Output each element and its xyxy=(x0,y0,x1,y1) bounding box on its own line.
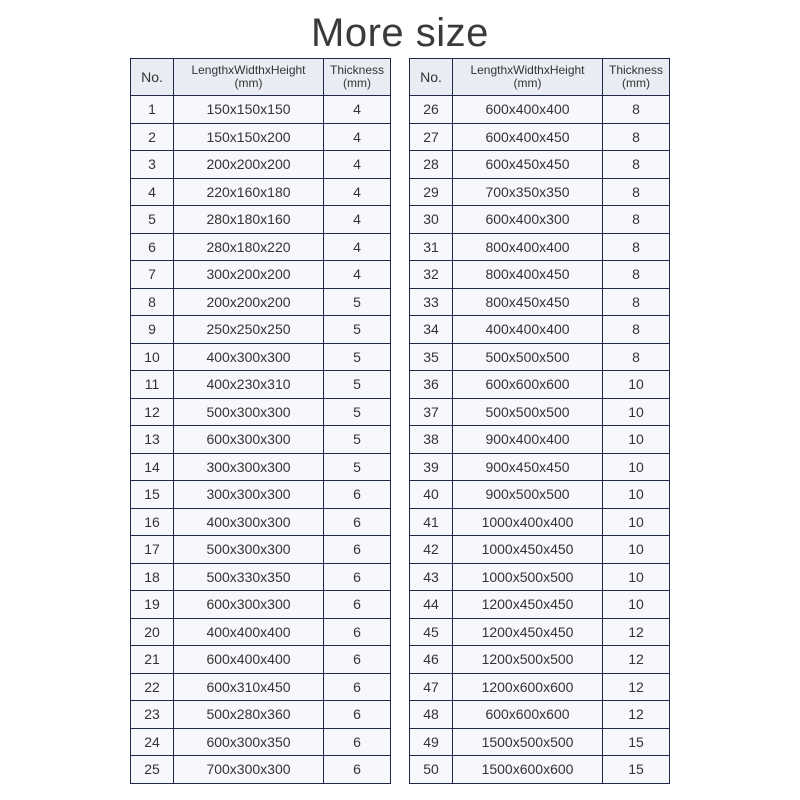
size-table-left xyxy=(130,58,391,784)
cell-size: 200x200x200 xyxy=(174,288,324,316)
header-no: No. xyxy=(131,59,174,96)
cell-size: 600x400x450 xyxy=(453,123,603,151)
cell-no: 4 xyxy=(131,178,174,206)
cell-thickness: 12 xyxy=(603,646,670,674)
table-row xyxy=(410,508,670,536)
table-row xyxy=(131,398,391,426)
cell-no: 15 xyxy=(131,481,174,509)
header-thickness-unit: (mm) xyxy=(343,76,371,90)
cell-no: 7 xyxy=(131,261,174,289)
cell-thickness: 4 xyxy=(324,261,391,289)
table-row xyxy=(131,591,391,619)
cell-size: 900x450x450 xyxy=(453,453,603,481)
cell-size: 600x450x450 xyxy=(453,151,603,179)
cell-thickness: 12 xyxy=(603,673,670,701)
cell-no: 48 xyxy=(410,701,453,729)
cell-size: 150x150x150 xyxy=(174,96,324,124)
cell-size: 1000x500x500 xyxy=(453,563,603,591)
cell-thickness: 6 xyxy=(324,591,391,619)
cell-no: 37 xyxy=(410,398,453,426)
table-row xyxy=(410,701,670,729)
cell-no: 39 xyxy=(410,453,453,481)
cell-thickness: 12 xyxy=(603,701,670,729)
table-row xyxy=(131,508,391,536)
cell-no: 43 xyxy=(410,563,453,591)
cell-size: 1200x450x450 xyxy=(453,618,603,646)
cell-thickness: 6 xyxy=(324,536,391,564)
cell-size: 500x300x300 xyxy=(174,536,324,564)
table-row xyxy=(131,756,391,784)
cell-no: 5 xyxy=(131,206,174,234)
cell-no: 26 xyxy=(410,96,453,124)
cell-thickness: 10 xyxy=(603,536,670,564)
cell-size: 500x300x300 xyxy=(174,398,324,426)
cell-size: 500x280x360 xyxy=(174,701,324,729)
cell-size: 1500x600x600 xyxy=(453,756,603,784)
cell-no: 3 xyxy=(131,151,174,179)
table-row xyxy=(410,563,670,591)
table-row xyxy=(131,288,391,316)
cell-no: 11 xyxy=(131,371,174,399)
cell-size: 700x300x300 xyxy=(174,756,324,784)
cell-size: 600x600x600 xyxy=(453,371,603,399)
cell-thickness: 10 xyxy=(603,371,670,399)
cell-size: 200x200x200 xyxy=(174,151,324,179)
table-row xyxy=(410,288,670,316)
table-row xyxy=(410,646,670,674)
cell-thickness: 8 xyxy=(603,233,670,261)
table-row xyxy=(131,151,391,179)
cell-thickness: 15 xyxy=(603,756,670,784)
cell-no: 16 xyxy=(131,508,174,536)
cell-size: 150x150x200 xyxy=(174,123,324,151)
table-row xyxy=(410,123,670,151)
cell-size: 500x500x500 xyxy=(453,343,603,371)
cell-no: 28 xyxy=(410,151,453,179)
cell-no: 22 xyxy=(131,673,174,701)
cell-size: 500x330x350 xyxy=(174,563,324,591)
header-thickness-label: Thickness xyxy=(608,63,664,77)
table-row xyxy=(410,316,670,344)
cell-size: 600x400x400 xyxy=(453,96,603,124)
cell-size: 300x300x300 xyxy=(174,453,324,481)
cell-size: 1200x450x450 xyxy=(453,591,603,619)
cell-no: 20 xyxy=(131,618,174,646)
cell-size: 600x310x450 xyxy=(174,673,324,701)
cell-size: 1000x400x400 xyxy=(453,508,603,536)
cell-no: 9 xyxy=(131,316,174,344)
table-row xyxy=(131,673,391,701)
header-row xyxy=(410,59,670,96)
cell-no: 8 xyxy=(131,288,174,316)
cell-no: 38 xyxy=(410,426,453,454)
table-row xyxy=(410,673,670,701)
table-row xyxy=(131,178,391,206)
cell-thickness: 10 xyxy=(603,453,670,481)
cell-size: 400x230x310 xyxy=(174,371,324,399)
cell-no: 47 xyxy=(410,673,453,701)
table-row xyxy=(131,123,391,151)
cell-size: 600x300x300 xyxy=(174,591,324,619)
cell-thickness: 8 xyxy=(603,123,670,151)
cell-thickness: 6 xyxy=(324,701,391,729)
cell-size: 700x350x350 xyxy=(453,178,603,206)
table-body-left xyxy=(131,96,391,784)
table-row xyxy=(410,261,670,289)
header-dimensions-unit: (mm) xyxy=(513,76,542,90)
table-row xyxy=(410,481,670,509)
cell-no: 33 xyxy=(410,288,453,316)
cell-size: 250x250x250 xyxy=(174,316,324,344)
cell-no: 14 xyxy=(131,453,174,481)
cell-thickness: 10 xyxy=(603,426,670,454)
table-row xyxy=(410,178,670,206)
table-row xyxy=(131,426,391,454)
cell-no: 27 xyxy=(410,123,453,151)
cell-no: 21 xyxy=(131,646,174,674)
cell-size: 900x500x500 xyxy=(453,481,603,509)
cell-thickness: 15 xyxy=(603,728,670,756)
cell-thickness: 6 xyxy=(324,646,391,674)
cell-no: 32 xyxy=(410,261,453,289)
cell-thickness: 10 xyxy=(603,398,670,426)
header-dimensions xyxy=(174,59,324,96)
cell-thickness: 8 xyxy=(603,288,670,316)
cell-no: 10 xyxy=(131,343,174,371)
cell-thickness: 6 xyxy=(324,618,391,646)
cell-no: 24 xyxy=(131,728,174,756)
cell-no: 35 xyxy=(410,343,453,371)
cell-no: 49 xyxy=(410,728,453,756)
cell-thickness: 5 xyxy=(324,426,391,454)
cell-size: 220x160x180 xyxy=(174,178,324,206)
table-row xyxy=(410,756,670,784)
cell-thickness: 5 xyxy=(324,316,391,344)
cell-no: 30 xyxy=(410,206,453,234)
cell-thickness: 8 xyxy=(603,96,670,124)
table-row xyxy=(410,343,670,371)
table-row xyxy=(131,343,391,371)
cell-size: 400x300x300 xyxy=(174,508,324,536)
cell-thickness: 5 xyxy=(324,398,391,426)
table-row xyxy=(410,426,670,454)
cell-size: 280x180x220 xyxy=(174,233,324,261)
cell-thickness: 6 xyxy=(324,728,391,756)
cell-no: 6 xyxy=(131,233,174,261)
cell-thickness: 4 xyxy=(324,233,391,261)
header-thickness-unit: (mm) xyxy=(622,76,650,90)
table-row xyxy=(410,151,670,179)
header-thickness-label: Thickness xyxy=(329,63,385,77)
cell-thickness: 6 xyxy=(324,563,391,591)
cell-no: 46 xyxy=(410,646,453,674)
cell-no: 25 xyxy=(131,756,174,784)
cell-thickness: 4 xyxy=(324,123,391,151)
size-table-right xyxy=(409,58,670,784)
cell-no: 19 xyxy=(131,591,174,619)
cell-size: 800x400x400 xyxy=(453,233,603,261)
cell-no: 50 xyxy=(410,756,453,784)
cell-no: 41 xyxy=(410,508,453,536)
page-title: More size xyxy=(311,11,489,55)
table-row xyxy=(410,618,670,646)
header-dimensions-label: LengthxWidthxHeight xyxy=(470,63,585,77)
cell-thickness: 8 xyxy=(603,261,670,289)
table-row xyxy=(131,618,391,646)
cell-thickness: 8 xyxy=(603,178,670,206)
header-dimensions xyxy=(453,59,603,96)
table-row xyxy=(410,398,670,426)
header-thickness xyxy=(603,59,670,96)
table-row xyxy=(131,563,391,591)
table-row xyxy=(131,371,391,399)
table-row xyxy=(410,453,670,481)
cell-thickness: 10 xyxy=(603,591,670,619)
cell-no: 18 xyxy=(131,563,174,591)
table-row xyxy=(131,261,391,289)
header-row xyxy=(131,59,391,96)
header-dimensions-label: LengthxWidthxHeight xyxy=(191,63,306,77)
cell-size: 600x300x300 xyxy=(174,426,324,454)
cell-thickness: 8 xyxy=(603,343,670,371)
cell-size: 800x400x450 xyxy=(453,261,603,289)
cell-size: 600x400x300 xyxy=(453,206,603,234)
cell-thickness: 6 xyxy=(324,673,391,701)
cell-no: 34 xyxy=(410,316,453,344)
table-body-right xyxy=(410,96,670,784)
table-row xyxy=(410,591,670,619)
table-row xyxy=(131,701,391,729)
cell-thickness: 6 xyxy=(324,481,391,509)
cell-size: 900x400x400 xyxy=(453,426,603,454)
cell-no: 12 xyxy=(131,398,174,426)
table-row xyxy=(131,536,391,564)
table-row xyxy=(410,233,670,261)
cell-thickness: 6 xyxy=(324,508,391,536)
table-row xyxy=(131,316,391,344)
cell-size: 400x400x400 xyxy=(453,316,603,344)
table-row xyxy=(410,96,670,124)
cell-thickness: 8 xyxy=(603,206,670,234)
cell-thickness: 5 xyxy=(324,288,391,316)
table-row xyxy=(131,96,391,124)
cell-size: 400x300x300 xyxy=(174,343,324,371)
cell-no: 17 xyxy=(131,536,174,564)
table-row xyxy=(410,728,670,756)
cell-thickness: 12 xyxy=(603,618,670,646)
cell-thickness: 6 xyxy=(324,756,391,784)
cell-size: 1500x500x500 xyxy=(453,728,603,756)
cell-thickness: 10 xyxy=(603,481,670,509)
cell-size: 400x400x400 xyxy=(174,618,324,646)
table-row xyxy=(131,646,391,674)
table-row xyxy=(410,371,670,399)
cell-thickness: 4 xyxy=(324,151,391,179)
cell-size: 800x450x450 xyxy=(453,288,603,316)
cell-size: 300x200x200 xyxy=(174,261,324,289)
header-no: No. xyxy=(410,59,453,96)
cell-no: 13 xyxy=(131,426,174,454)
cell-size: 300x300x300 xyxy=(174,481,324,509)
header-dimensions-unit: (mm) xyxy=(234,76,263,90)
cell-no: 36 xyxy=(410,371,453,399)
cell-thickness: 4 xyxy=(324,96,391,124)
cell-size: 600x300x350 xyxy=(174,728,324,756)
table-row xyxy=(131,233,391,261)
cell-size: 1200x500x500 xyxy=(453,646,603,674)
header-thickness xyxy=(324,59,391,96)
cell-thickness: 8 xyxy=(603,316,670,344)
cell-no: 2 xyxy=(131,123,174,151)
cell-size: 1000x450x450 xyxy=(453,536,603,564)
cell-no: 1 xyxy=(131,96,174,124)
cell-thickness: 4 xyxy=(324,206,391,234)
cell-no: 45 xyxy=(410,618,453,646)
cell-no: 29 xyxy=(410,178,453,206)
table-row xyxy=(410,206,670,234)
table-row xyxy=(410,536,670,564)
cell-no: 40 xyxy=(410,481,453,509)
table-row xyxy=(131,453,391,481)
cell-no: 44 xyxy=(410,591,453,619)
cell-size: 280x180x160 xyxy=(174,206,324,234)
cell-thickness: 10 xyxy=(603,508,670,536)
cell-size: 600x600x600 xyxy=(453,701,603,729)
cell-thickness: 5 xyxy=(324,371,391,399)
cell-thickness: 10 xyxy=(603,563,670,591)
table-row xyxy=(131,206,391,234)
cell-thickness: 8 xyxy=(603,151,670,179)
cell-no: 31 xyxy=(410,233,453,261)
cell-no: 42 xyxy=(410,536,453,564)
cell-no: 23 xyxy=(131,701,174,729)
cell-thickness: 4 xyxy=(324,178,391,206)
table-row xyxy=(131,728,391,756)
cell-thickness: 5 xyxy=(324,453,391,481)
cell-size: 600x400x400 xyxy=(174,646,324,674)
cell-size: 1200x600x600 xyxy=(453,673,603,701)
cell-size: 500x500x500 xyxy=(453,398,603,426)
cell-thickness: 5 xyxy=(324,343,391,371)
table-row xyxy=(131,481,391,509)
